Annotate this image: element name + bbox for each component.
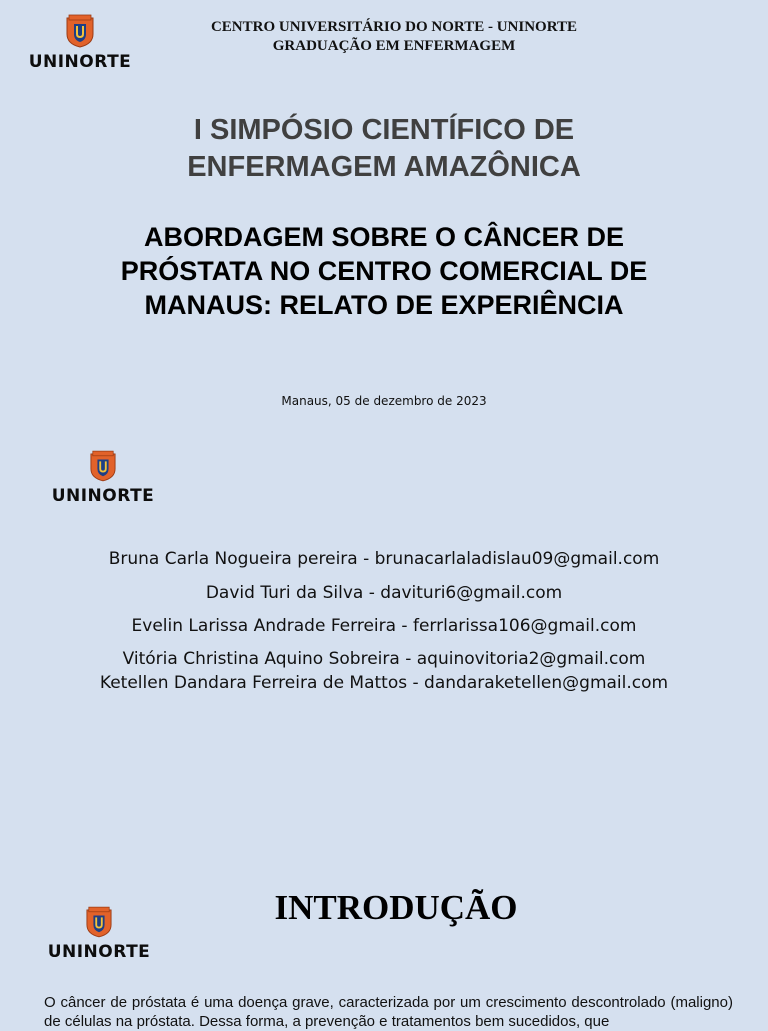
event-title-line-2: ENFERMAGEM AMAZÔNICA bbox=[187, 151, 581, 183]
uninorte-logo-text: UNINORTE bbox=[28, 52, 132, 72]
author-entry: Ketellen Dandara Ferreira de Mattos - dandaraketellen@gmail.com bbox=[99, 673, 669, 693]
institution-name: CENTRO UNIVERSITÁRIO DO NORTE - UNINORTE bbox=[210, 19, 578, 35]
uninorte-shield-icon bbox=[90, 450, 116, 482]
paper-title-line-3: MANAUS: RELATO DE EXPERIÊNCIA bbox=[144, 290, 624, 320]
author-entry: Vitória Christina Aquino Sobreira - aquinovitoria2@gmail.com bbox=[122, 649, 646, 669]
author-list bbox=[40, 549, 728, 697]
header bbox=[150, 18, 638, 56]
author-entry: Bruna Carla Nogueira pereira - brunacarlaladislau09@gmail.com bbox=[108, 549, 660, 569]
uninorte-logo-top bbox=[20, 14, 140, 72]
author-entry: Evelin Larissa Andrade Ferreira - ferrlarissa106@gmail.com bbox=[131, 616, 637, 636]
paper-title-line-2: PRÓSTATA NO CENTRO COMERCIAL DE bbox=[120, 256, 648, 286]
event-title-line-1: I SIMPÓSIO CIENTÍFICO DE bbox=[193, 114, 575, 146]
uninorte-logo-text: UNINORTE bbox=[47, 942, 151, 962]
paper-title bbox=[64, 220, 704, 322]
paper-title-line-1: ABORDAGEM SOBRE O CÂNCER DE bbox=[143, 222, 625, 252]
author-entry: David Turi da Silva - davituri6@gmail.com bbox=[205, 583, 563, 603]
event-title bbox=[84, 112, 684, 186]
uninorte-logo-middle bbox=[43, 450, 163, 506]
date-location: Manaus, 05 de dezembro de 2023 bbox=[281, 394, 487, 408]
intro-heading: INTRODUÇÃO bbox=[274, 888, 518, 927]
uninorte-shield-icon bbox=[66, 14, 94, 48]
uninorte-shield-icon bbox=[86, 906, 112, 938]
intro-paragraph: O câncer de próstata é uma doença grave, caracterizada por um crescimento descontrolado (maligno) de células na próstata. Dessa forma, a prevenção e tratamentos bem sucedidos, que bbox=[44, 994, 733, 1030]
course-name: GRADUAÇÃO EM ENFERMAGEM bbox=[272, 38, 516, 54]
uninorte-logo-text: UNINORTE bbox=[51, 486, 155, 506]
uninorte-logo-bottom bbox=[39, 906, 159, 962]
